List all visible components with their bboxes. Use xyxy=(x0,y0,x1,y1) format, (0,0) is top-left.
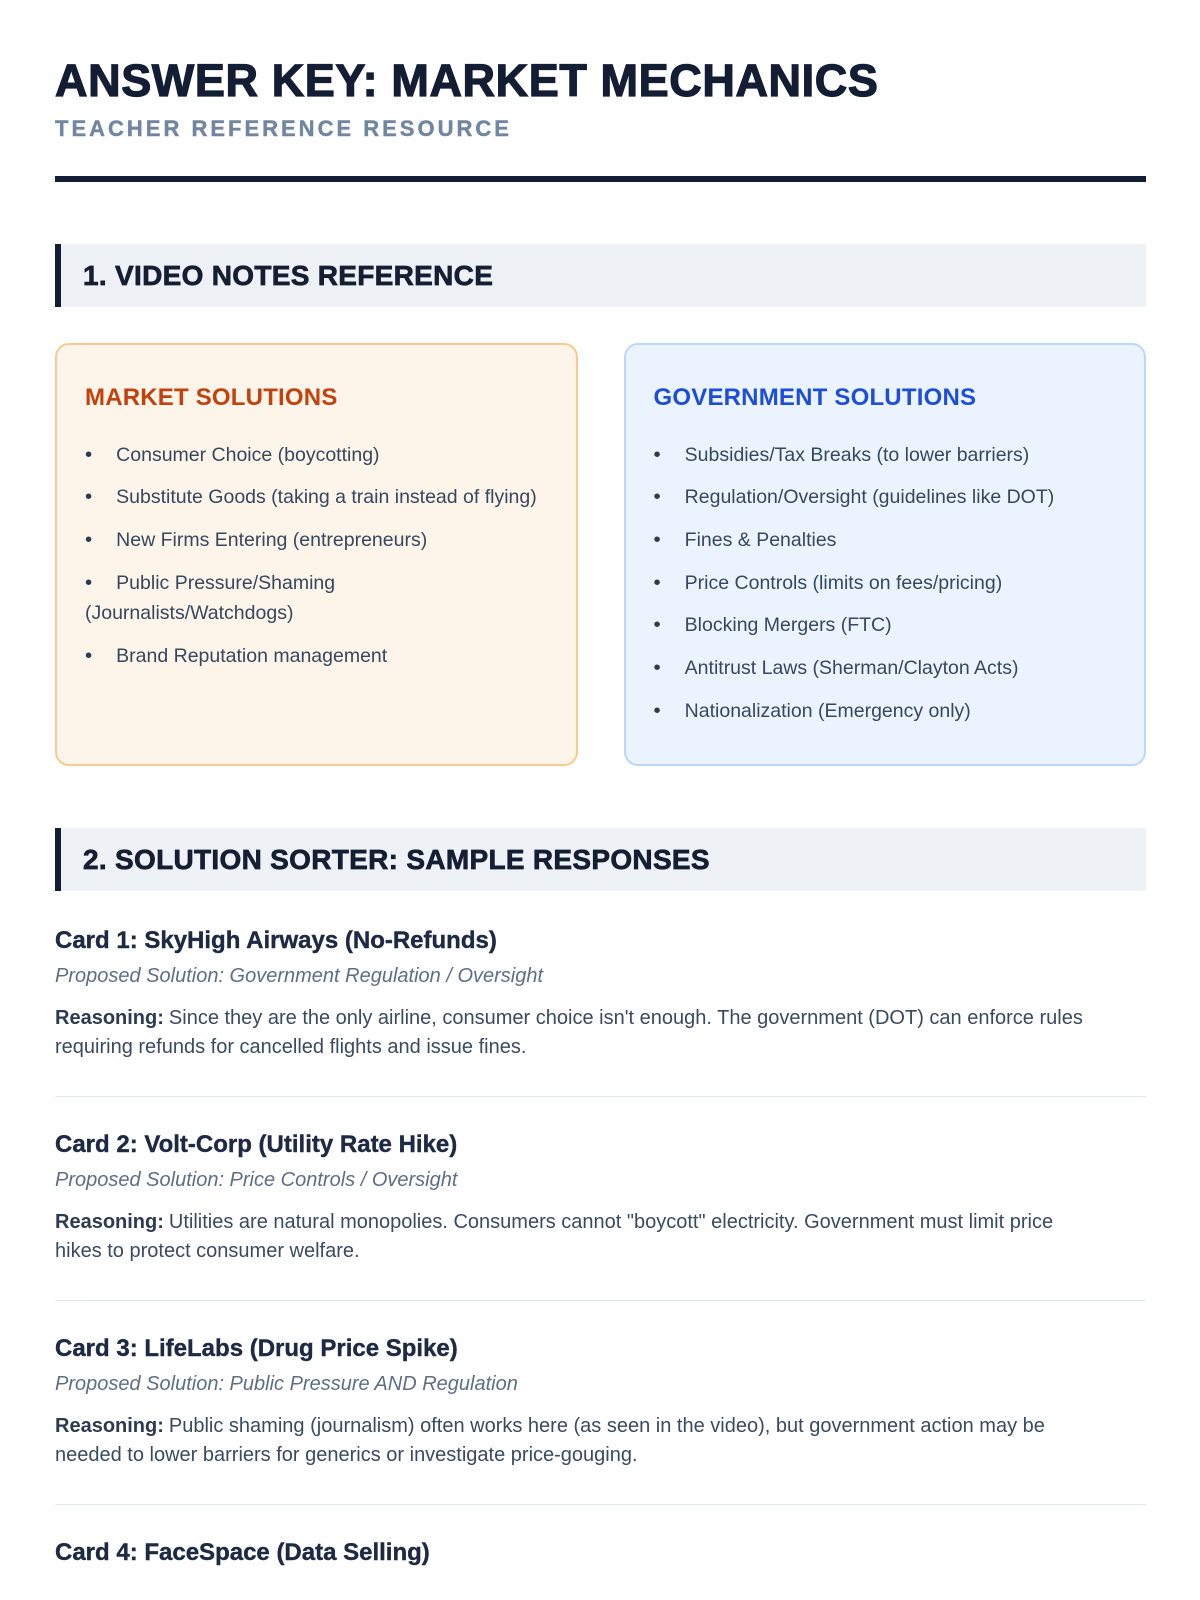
market-solutions-list xyxy=(85,439,548,672)
reasoning-label: Reasoning: xyxy=(55,1415,164,1438)
list-item: • Blocking Mergers (FTC) xyxy=(654,609,1117,641)
market-solutions-title: MARKET SOLUTIONS xyxy=(85,384,338,412)
answer-card-4 xyxy=(55,1539,1146,1567)
government-solutions-title: GOVERNMENT SOLUTIONS xyxy=(653,384,977,412)
list-item: • Brand Reputation management xyxy=(85,640,548,672)
list-item: • Fines & Penalties xyxy=(654,524,1117,556)
video-notes-cards xyxy=(55,343,1146,765)
reasoning-label: Reasoning: xyxy=(55,1007,164,1030)
section-header-solution-sorter xyxy=(55,828,1146,892)
page-subtitle: TEACHER REFERENCE RESOURCE xyxy=(55,115,512,141)
answer-card-2 xyxy=(55,1131,1146,1266)
list-item: • Regulation/Oversight (guidelines like DOT) xyxy=(654,481,1117,513)
reasoning-text: Utilities are natural monopolies. Consumers cannot "boycott" electricity. Government must limit price hikes to protect consumer welfare. xyxy=(55,1211,1054,1263)
section-title-solution-sorter: 2. SOLUTION SORTER: SAMPLE RESPONSES xyxy=(83,843,710,875)
proposed-solution: Proposed Solution: Public Pressure AND Regulation xyxy=(55,1373,518,1396)
answer-card-title: Card 4: FaceSpace (Data Selling) xyxy=(55,1539,430,1567)
title-divider xyxy=(55,176,1146,182)
answer-card-title: Card 3: LifeLabs (Drug Price Spike) xyxy=(55,1335,458,1363)
list-item: • New Firms Entering (entrepreneurs) xyxy=(85,524,548,556)
reasoning-paragraph xyxy=(55,1412,1099,1470)
list-item: • Consumer Choice (boycotting) xyxy=(85,439,548,471)
reasoning-label: Reasoning: xyxy=(55,1211,164,1234)
reasoning-paragraph xyxy=(55,1208,1099,1266)
card-divider xyxy=(55,1300,1146,1301)
list-item: • Substitute Goods (taking a train instead of flying) xyxy=(85,481,548,513)
answer-card-1 xyxy=(55,927,1146,1062)
card-divider xyxy=(55,1504,1146,1505)
page-title: ANSWER KEY: MARKET MECHANICS xyxy=(55,55,879,106)
section-header-video-notes xyxy=(55,244,1146,308)
reasoning-paragraph xyxy=(55,1004,1099,1062)
reasoning-text: Since they are the only airline, consumer choice isn't enough. The government (DOT) can enforce rules requiring refunds for cancelled flights and issue fines. xyxy=(55,1007,1083,1059)
market-solutions-card xyxy=(55,343,578,765)
government-solutions-list xyxy=(654,439,1117,727)
proposed-solution: Proposed Solution: Government Regulation / Oversight xyxy=(55,965,544,988)
answer-card-title: Card 1: SkyHigh Airways (No-Refunds) xyxy=(55,927,497,955)
list-item: • Subsidies/Tax Breaks (to lower barriers) xyxy=(654,439,1117,471)
card-divider xyxy=(55,1096,1146,1097)
proposed-solution: Proposed Solution: Price Controls / Oversight xyxy=(55,1169,458,1192)
reasoning-text: Public shaming (journalism) often works here (as seen in the video), but government action may be needed to lower barriers for generics or investigate price-gouging. xyxy=(55,1415,1045,1467)
list-item: • Antitrust Laws (Sherman/Clayton Acts) xyxy=(654,652,1117,684)
answer-card-3 xyxy=(55,1335,1146,1470)
list-item: • Nationalization (Emergency only) xyxy=(654,695,1117,727)
answer-card-title: Card 2: Volt-Corp (Utility Rate Hike) xyxy=(55,1131,458,1159)
list-item: • Price Controls (limits on fees/pricing) xyxy=(654,567,1117,599)
section-title-video-notes: 1. VIDEO NOTES REFERENCE xyxy=(83,259,494,291)
list-item: • Public Pressure/Shaming (Journalists/Watchdogs) xyxy=(85,567,548,629)
government-solutions-card xyxy=(624,343,1147,765)
